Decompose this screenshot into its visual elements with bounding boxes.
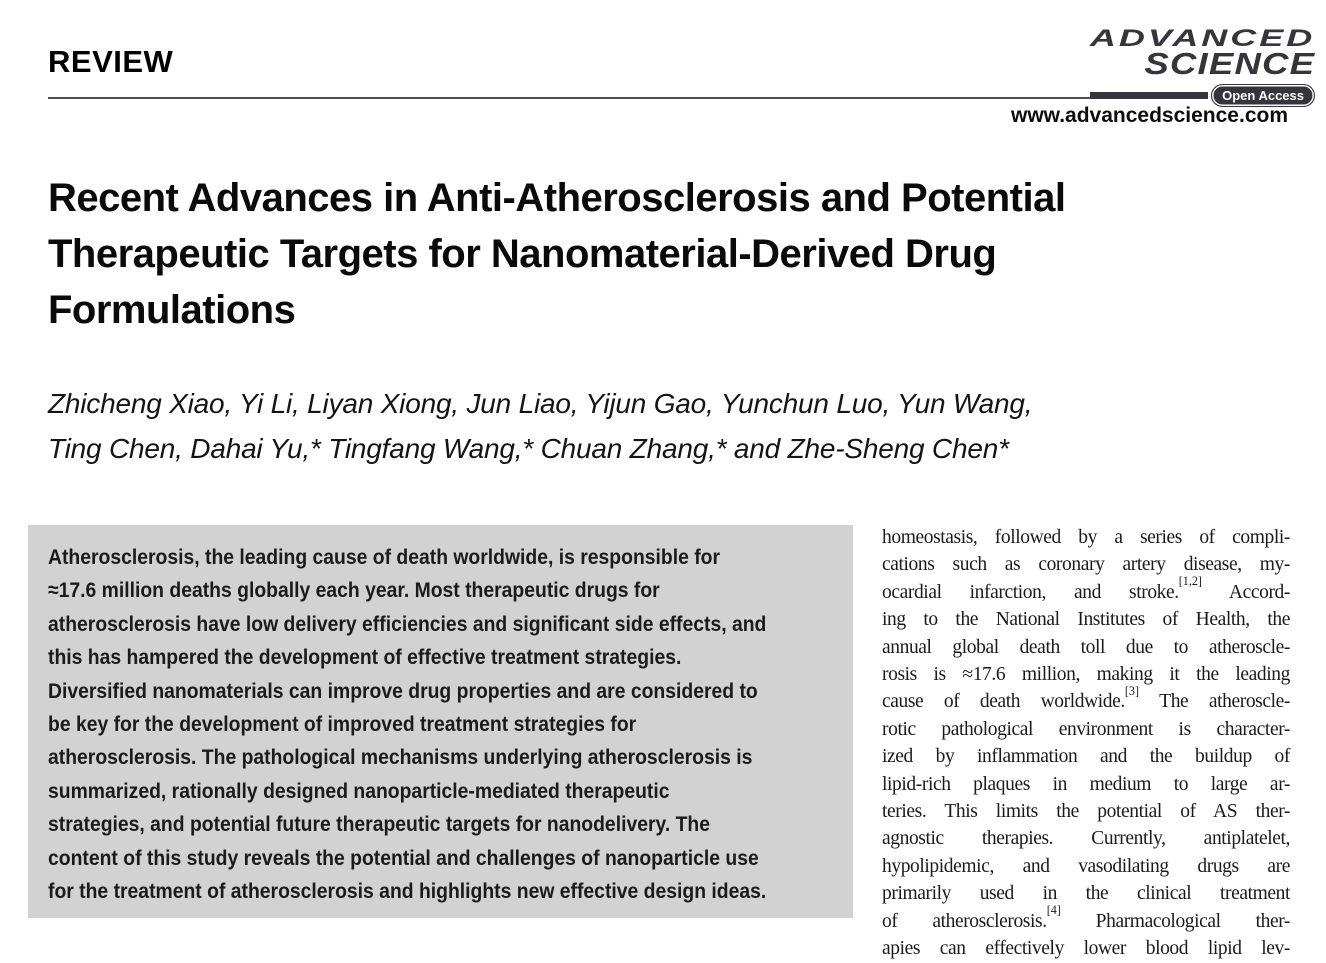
- abstract-text-line: this has hampered the development of effective treatment strategies.: [48, 645, 682, 670]
- article-title-line: Formulations: [48, 288, 296, 332]
- article-title-line: Therapeutic Targets for Nanomaterial-Derived Drug: [48, 232, 997, 276]
- introduction-text-line: agnostic therapies. Currently, antiplatelet,: [882, 828, 1290, 850]
- introduction-text-line: rosis is ≈17.6 million, making it the leading: [882, 664, 1290, 686]
- abstract-text-line: summarized, rationally designed nanoparticle-mediated therapeutic: [48, 778, 670, 803]
- open-access-badge: Open Access: [1211, 84, 1315, 107]
- abstract-text-line: be key for the development of improved treatment strategies for: [48, 712, 637, 737]
- author-list-line: Ting Chen, Dahai Yu,* Tingfang Wang,* Chuan Zhang,* and Zhe-Sheng Chen*: [48, 433, 1009, 464]
- introduction-text-line: ing to the National Institutes of Health, the: [882, 609, 1290, 631]
- introduction-text-line: ized by inflammation and the buildup of: [882, 746, 1290, 768]
- journal-logo: [1089, 25, 1315, 81]
- introduction-text-line: teries. This limits the potential of AS ther-: [882, 801, 1290, 823]
- logo-bar: [1090, 92, 1208, 99]
- abstract-panel: [28, 525, 853, 918]
- introduction-text-line: hypolipidemic, and vasodilating drugs are: [882, 855, 1290, 877]
- journal-website-link[interactable]: www.advancedscience.com: [1010, 104, 1288, 127]
- abstract-text-line: Diversified nanomaterials can improve drug properties and are considered to: [48, 678, 758, 703]
- journal-logo-line2: SCIENCE: [1144, 46, 1315, 81]
- introduction-text-line: ocardial infarction, and stroke.[1,2] Accord-: [882, 573, 1290, 603]
- introduction-text-line: annual global death toll due to atheroscle-: [882, 636, 1290, 658]
- introduction-text-line: of atherosclerosis.[4] Pharmacological ther-: [882, 902, 1290, 932]
- article-type-label: REVIEW: [48, 44, 174, 79]
- article-title-line: Recent Advances in Anti-Atherosclerosis and Potential: [48, 176, 1066, 220]
- introduction-text-line: cause of death worldwide.[3] The atheroscle-: [882, 683, 1290, 713]
- journal-logo-line1: ADVANCED: [1089, 25, 1315, 52]
- article-title: [48, 170, 1065, 338]
- abstract-text: [48, 541, 858, 908]
- abstract-text-line: atherosclerosis have low delivery efficiencies and significant side effects, and: [48, 611, 767, 636]
- abstract-text-line: ≈17.6 million deaths globally each year. Most therapeutic drugs for: [48, 578, 660, 603]
- introduction-text-line: homeostasis, followed by a series of compli-: [882, 527, 1290, 548]
- abstract-text-line: content of this study reveals the potential and challenges of nanoparticle use: [48, 845, 759, 870]
- introduction-text-line: lipid-rich plaques in medium to large ar-: [882, 773, 1290, 795]
- author-list-line: Zhicheng Xiao, Yi Li, Liyan Xiong, Jun Liao, Yijun Gao, Yunchun Luo, Yun Wang,: [48, 388, 1033, 419]
- abstract-text-line: Atherosclerosis, the leading cause of death worldwide, is responsible for: [48, 545, 721, 569]
- abstract-text-line: strategies, and potential future therapeutic targets for nanodelivery. The: [48, 812, 710, 837]
- introduction-text-line: apies can effectively lower blood lipid lev-: [882, 938, 1290, 960]
- abstract-text-line: for the treatment of atherosclerosis and highlights new effective design ideas.: [48, 879, 767, 904]
- abstract-text-line: atherosclerosis. The pathological mechanisms underlying atherosclerosis is: [48, 745, 753, 770]
- introduction-text-line: primarily used in the clinical treatment: [882, 883, 1290, 905]
- introduction-text-line: cations such as coronary artery disease, my-: [882, 554, 1290, 576]
- author-list: [48, 381, 1032, 471]
- introduction-text-column: [882, 524, 1290, 963]
- header-divider-rule: [48, 97, 1091, 99]
- introduction-text-line: rotic pathological environment is character-: [882, 718, 1290, 740]
